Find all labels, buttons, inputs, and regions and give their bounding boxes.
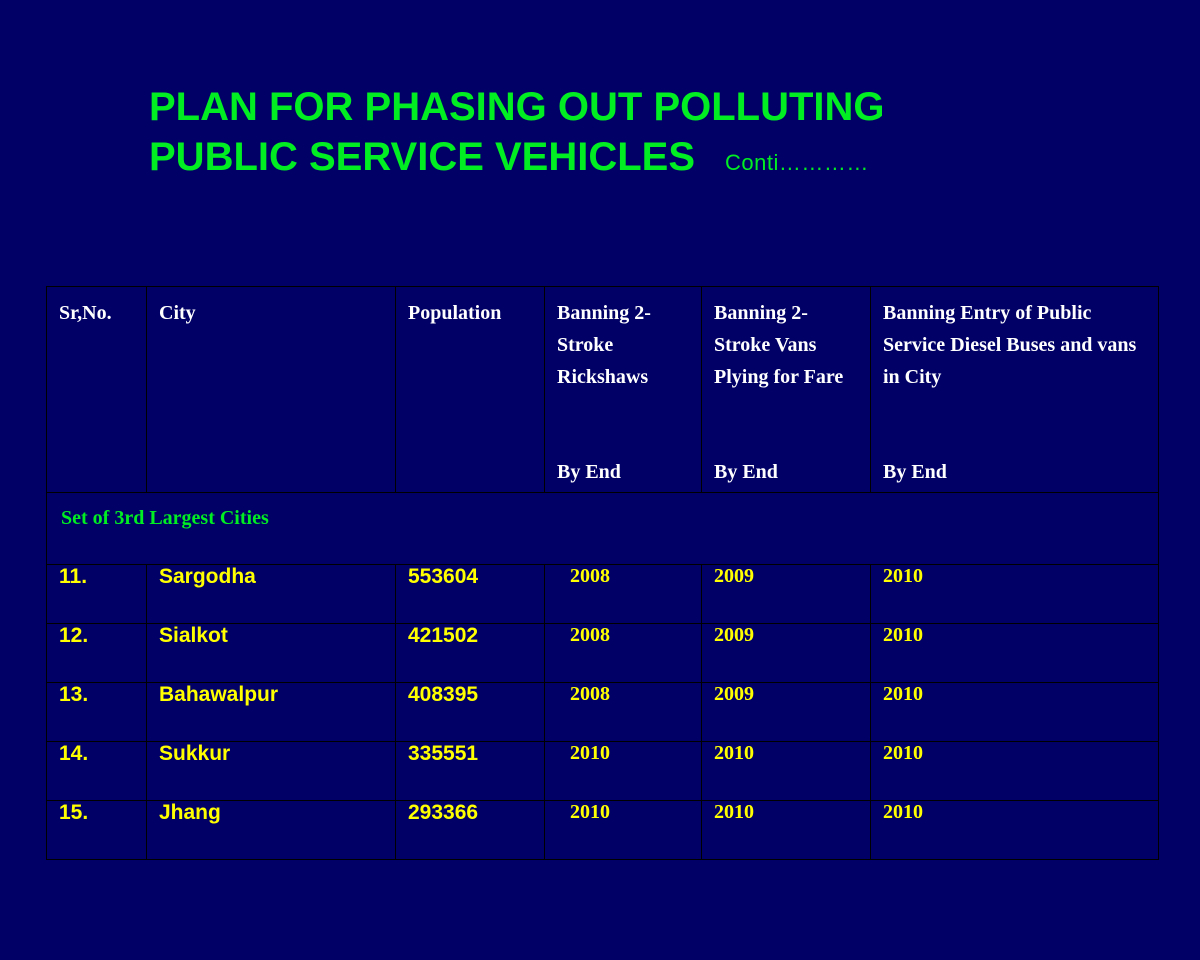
header-banning-rickshaws: [545, 287, 702, 493]
cell-vans-year: 2009: [702, 565, 871, 624]
group-cell: [47, 493, 1159, 565]
cell-population: 293366: [396, 801, 545, 860]
header-banning-vans: [702, 287, 871, 493]
cell-sr-no: 15.: [47, 801, 147, 860]
cell-population: 335551: [396, 742, 545, 801]
title-line-2-text: PUBLIC SERVICE VEHICLES: [149, 135, 696, 179]
cell-vans-year: 2009: [702, 683, 871, 742]
cell-vans-year: 2010: [702, 742, 871, 801]
header-label: City: [159, 302, 196, 324]
cell-city: Sialkot: [147, 624, 396, 683]
header-label: Banning 2-Stroke Rickshaws: [557, 302, 651, 388]
cell-rickshaws-year: 2008: [545, 624, 702, 683]
table-row: [47, 683, 1159, 742]
header-sr-no: [47, 287, 147, 493]
title-line-1: PLAN FOR PHASING OUT POLLUTING: [149, 85, 885, 129]
table-row: [47, 742, 1159, 801]
header-label: Sr,No.: [59, 302, 112, 324]
header-label: Population: [408, 302, 502, 324]
continued-label: Conti…………: [725, 150, 869, 175]
phase-out-plan-table: [46, 286, 1159, 860]
cell-city: Sargodha: [147, 565, 396, 624]
cell-vans-year: 2010: [702, 801, 871, 860]
group-row: [47, 493, 1159, 565]
header-banning-diesel-buses: [871, 287, 1159, 493]
cell-sr-no: 13.: [47, 683, 147, 742]
header-label: Banning Entry of Public Service Diesel Buses and vans in City: [883, 302, 1137, 388]
cell-rickshaws-year: 2010: [545, 801, 702, 860]
slide-title: [149, 82, 1149, 188]
cell-population: 553604: [396, 565, 545, 624]
cell-city: Sukkur: [147, 742, 396, 801]
table-row: [47, 801, 1159, 860]
header-by-end: By End: [883, 461, 947, 483]
cell-population: 421502: [396, 624, 545, 683]
header-population: [396, 287, 545, 493]
header-label: Banning 2-Stroke Vans Plying for Fare: [714, 302, 844, 388]
cell-rickshaws-year: 2010: [545, 742, 702, 801]
cell-buses-year: 2010: [871, 565, 1159, 624]
cell-vans-year: 2009: [702, 624, 871, 683]
cell-population: 408395: [396, 683, 545, 742]
title-line-2: [149, 132, 1149, 188]
table-row: [47, 565, 1159, 624]
cell-city: Jhang: [147, 801, 396, 860]
cell-buses-year: 2010: [871, 801, 1159, 860]
cell-rickshaws-year: 2008: [545, 565, 702, 624]
cell-buses-year: 2010: [871, 742, 1159, 801]
cell-buses-year: 2010: [871, 624, 1159, 683]
cell-sr-no: 11.: [47, 565, 147, 624]
group-label: Set of 3rd Largest Cities: [61, 507, 269, 529]
table-header-row: [47, 287, 1159, 493]
cell-rickshaws-year: 2008: [545, 683, 702, 742]
cell-sr-no: 12.: [47, 624, 147, 683]
header-city: [147, 287, 396, 493]
cell-buses-year: 2010: [871, 683, 1159, 742]
header-by-end: By End: [557, 461, 621, 483]
cell-city: Bahawalpur: [147, 683, 396, 742]
header-by-end: By End: [714, 461, 778, 483]
table-row: [47, 624, 1159, 683]
cell-sr-no: 14.: [47, 742, 147, 801]
